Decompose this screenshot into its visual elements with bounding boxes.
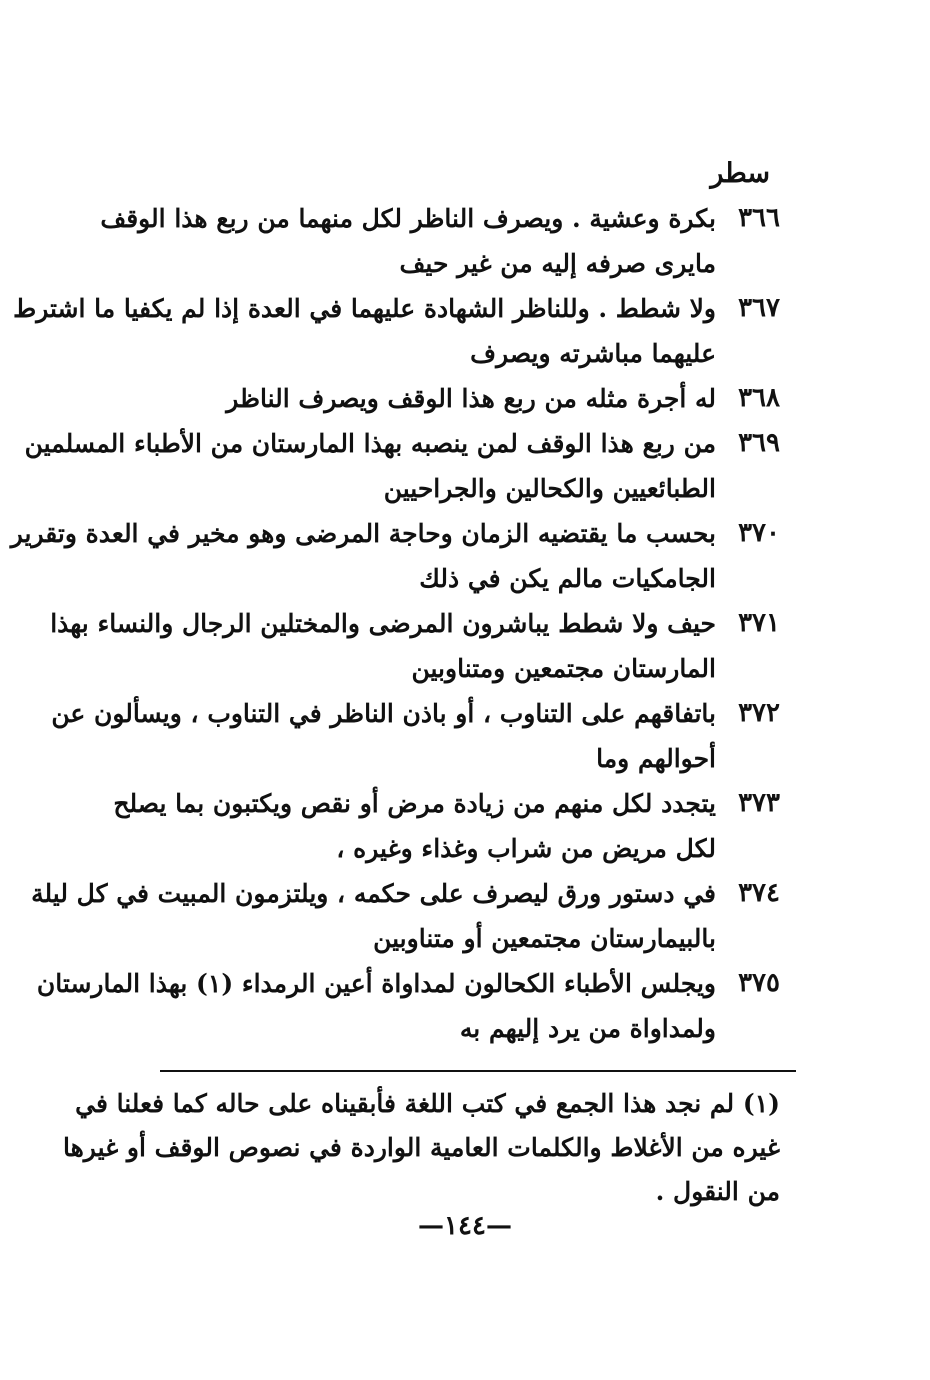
entry-text [113, 781, 716, 871]
text-line: الطبائعيين والكحالين والجراحيين [383, 474, 716, 503]
entry-text [13, 286, 716, 376]
text-line: الجامكيات مالم يكن في ذلك [419, 564, 716, 593]
entry-row [13, 286, 780, 376]
entries-list [10, 196, 780, 1051]
text-line: من ربع هذا الوقف لمن ينصبه بهذا المارستان من الأطباء المسلمين [24, 429, 716, 458]
line-number: ٣٧٠ [738, 518, 780, 548]
line-number: ٣٧٥ [738, 968, 780, 998]
entry-row [10, 511, 780, 601]
page-number: —١٤٤— [418, 1211, 512, 1241]
entry-text [100, 196, 716, 286]
footnote-line: غيره من الأغلاط والكلمات العامية الواردة في نصوص الوقف أو غيرها [62, 1133, 780, 1162]
text-line: يتجدد لكل منهم من زيادة مرض أو نقص ويكتبون بما يصلح [113, 789, 716, 818]
text-line: في دستور ورق ليصرف على حكمه ، ويلتزمون المبيت في كل ليلة [31, 879, 716, 908]
entry-text [37, 961, 716, 1051]
line-number: ٣٧٤ [738, 878, 780, 908]
line-number: ٣٦٩ [738, 428, 780, 458]
line-number: ٣٧٣ [738, 788, 780, 818]
line-number: ٣٦٦ [738, 203, 780, 233]
text-line: باتفاقهم على التناوب ، أو باذن الناظر في التناوب ، ويسألون عن [51, 699, 716, 728]
text-line: بحسب ما يقتضيه الزمان وحاجة المرضى وهو مخير في العدة وتقرير [10, 519, 716, 548]
line-number: ٣٦٧ [738, 293, 780, 323]
line-number: ٣٧١ [738, 608, 780, 638]
text-line: حيف ولا شطط يباشرون المرضى والمختلين الرجال والنساء بهذا [50, 609, 716, 638]
column-header: سطر [710, 158, 770, 189]
footnote-line: (١) لم نجد هذا الجمع في كتب اللغة فأبقيناه على حاله كما فعلنا في [75, 1089, 780, 1118]
entry-row [36, 961, 780, 1051]
footnote-separator [160, 1070, 796, 1072]
entry-text [11, 511, 716, 601]
footnote [62, 1082, 780, 1214]
text-line: ولا شطط . وللناظر الشهادة عليهما في العدة إذا لم يكفيا ما اشترط [13, 294, 716, 323]
text-line: مايرى صرفه إليه من غير حيف [399, 249, 716, 278]
entry-row [51, 691, 780, 781]
entry-row [170, 376, 780, 421]
entry-text [51, 691, 716, 781]
text-line: بكرة وعشية . ويصرف الناظر لكل منهما من ربع هذا الوقف [100, 204, 716, 233]
entry-row [113, 781, 780, 871]
entry-text [50, 601, 716, 691]
text-line: عليهما مباشرته ويصرف [470, 339, 716, 368]
entry-row [100, 196, 780, 286]
entry-text [25, 421, 716, 511]
text-line: المارستان مجتمعين ومتناوبين [411, 654, 716, 683]
text-line: ولمداواة من يرد إليهم به [459, 1014, 716, 1043]
text-line: بالبيمارستان مجتمعين أو متناوبين [373, 924, 716, 953]
footnote-line: من النقول . [655, 1177, 780, 1206]
line-number: ٣٦٨ [738, 383, 780, 413]
entry-row [50, 601, 780, 691]
entry-text [31, 871, 716, 961]
entry-text [170, 376, 716, 421]
text-line: له أجرة مثله من ربع هذا الوقف ويصرف الناظر [226, 384, 716, 413]
text-line: أحوالهم وما [596, 744, 716, 773]
line-number: ٣٧٢ [738, 698, 780, 728]
entry-row [31, 871, 780, 961]
text-line: لكل مريض من شراب وغذاء وغيره ، [336, 834, 716, 863]
text-line: ويجلس الأطباء الكحالون لمداواة أعين الرمداء (١) بهذا المارستان [36, 969, 716, 998]
entry-row [24, 421, 780, 511]
